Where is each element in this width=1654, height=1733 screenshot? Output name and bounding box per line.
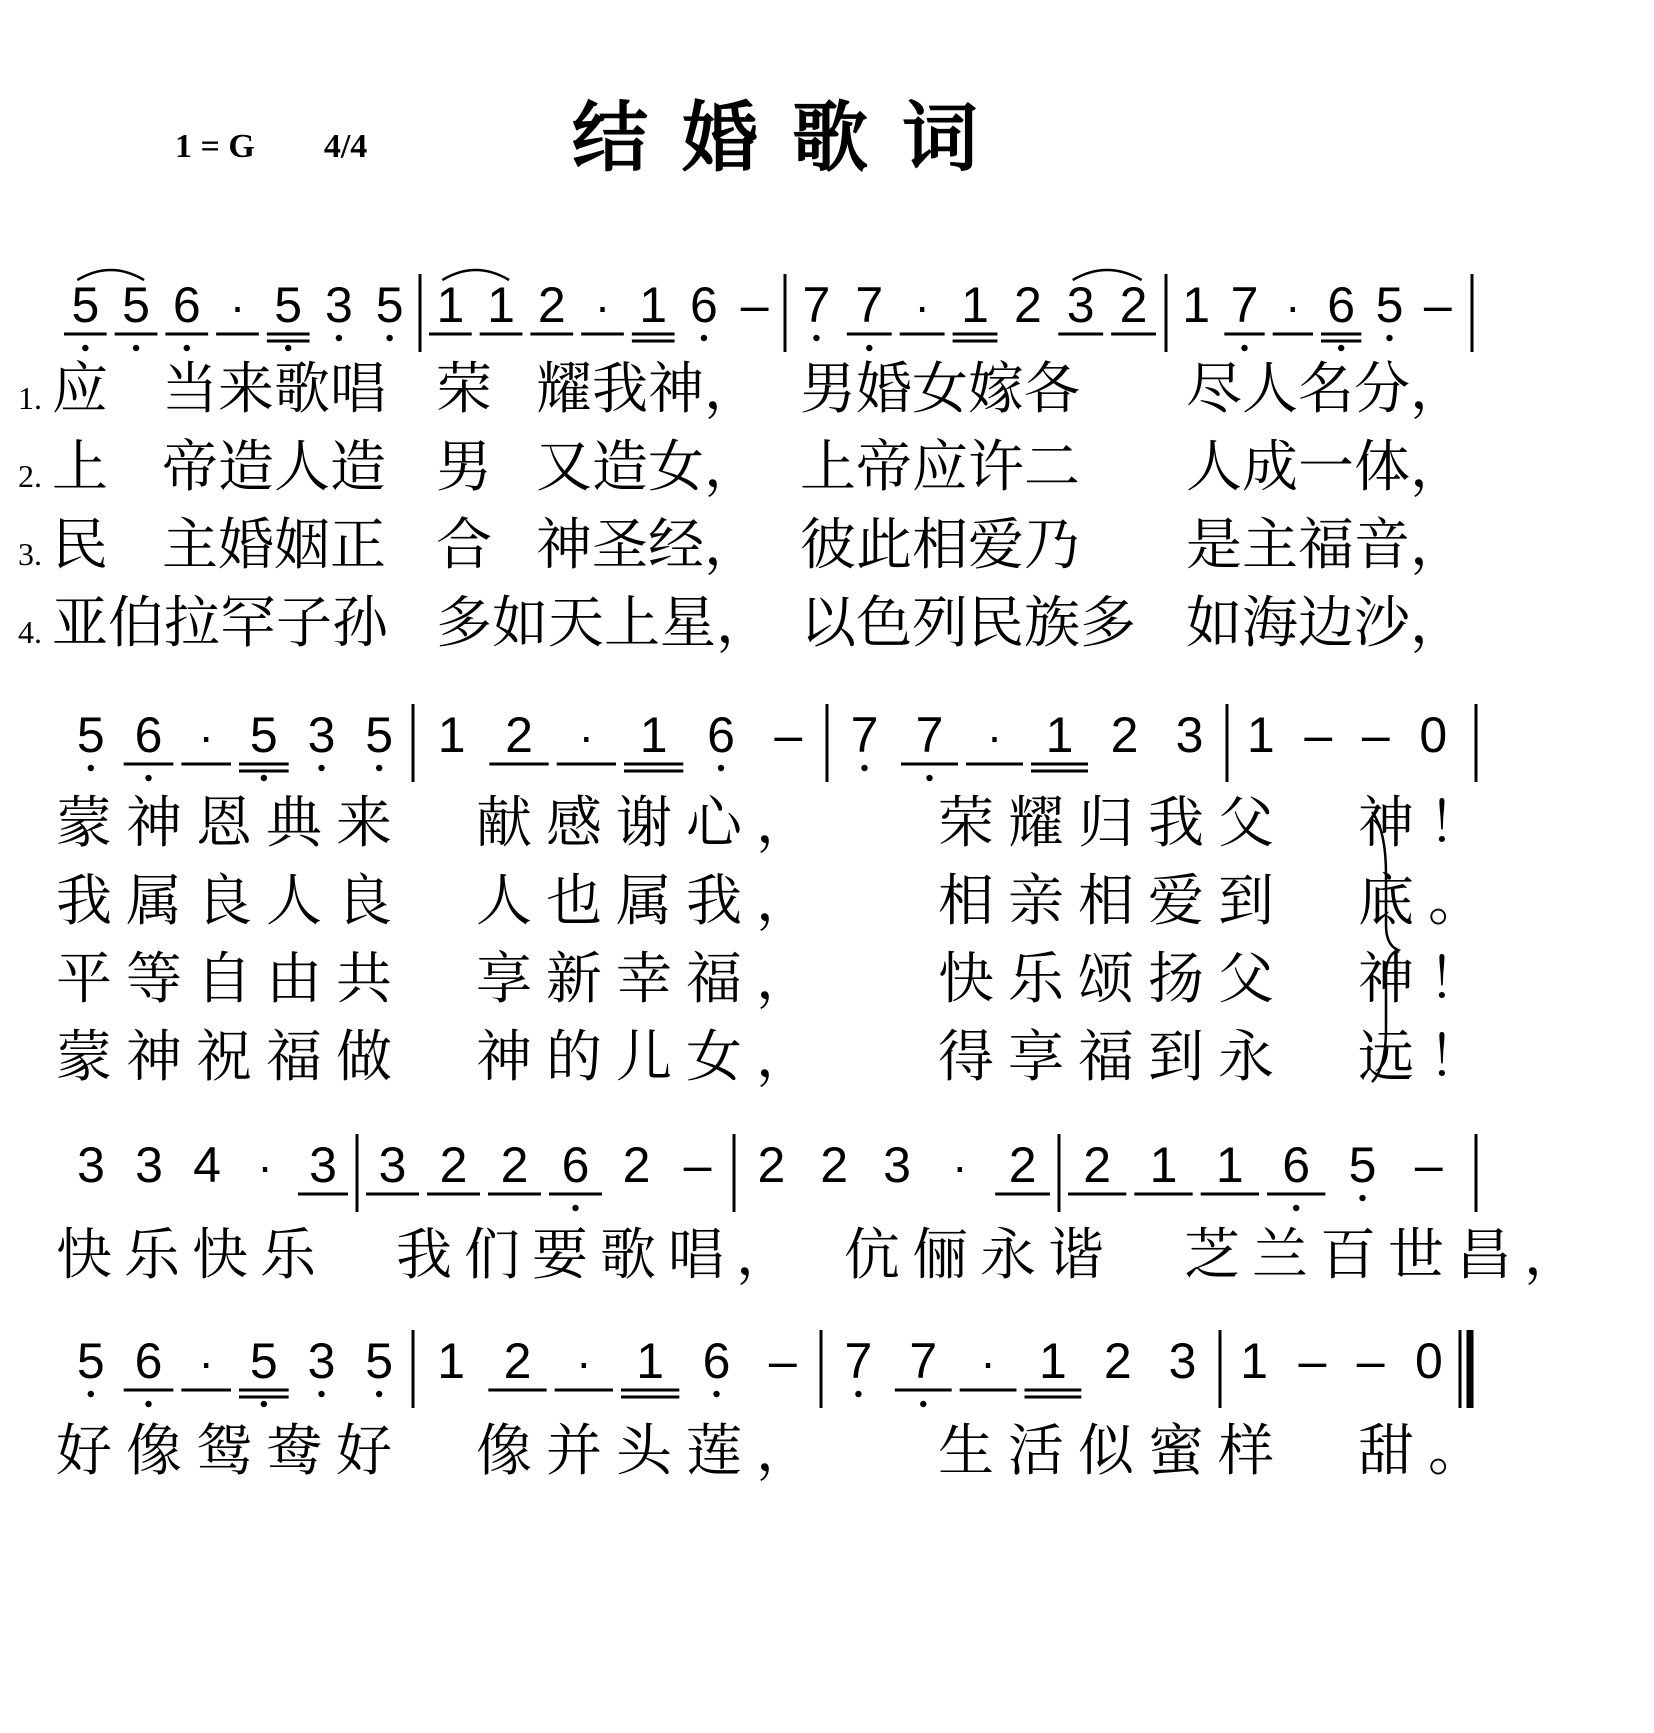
lyric-word: 又造女，: [536, 435, 760, 500]
chorus-lyric: 快乐快乐 我们要歌唱， 伉俪永谐 芝兰百世昌，: [56, 1223, 1592, 1288]
augmentation-dot: ·: [986, 710, 1003, 762]
octave-dot: [318, 765, 324, 771]
octave-dot: [1293, 1205, 1299, 1211]
octave-dot: [285, 345, 291, 351]
lyric-word: 耀我神，: [536, 357, 760, 422]
lyric-word: 神圣经，: [536, 513, 760, 578]
augmentation-dot: ·: [229, 280, 246, 332]
note: 5: [76, 1333, 105, 1389]
note: 2: [820, 1137, 849, 1193]
octave-dot: [145, 775, 151, 781]
augmentation-dot: ·: [952, 1140, 968, 1192]
note: 1: [1240, 1333, 1269, 1389]
note: 1: [487, 277, 515, 333]
note: –: [774, 707, 803, 763]
note: 1: [436, 277, 465, 333]
octave-dot: [145, 1401, 151, 1407]
augmentation-dot: ·: [578, 710, 594, 762]
note: –: [1356, 1333, 1385, 1389]
augmentation-dot: ·: [594, 280, 611, 332]
time-signature: 4/4: [323, 128, 368, 165]
augmentation-dot: ·: [980, 1336, 996, 1388]
octave-dot: [82, 345, 88, 351]
note: 0: [1414, 1333, 1443, 1389]
note: 7: [1230, 277, 1259, 333]
note: 3: [307, 1333, 336, 1389]
note: 4: [193, 1137, 221, 1193]
octave-dot: [88, 765, 94, 771]
lyric-word: 如海边沙，: [1186, 591, 1466, 656]
note: 2: [500, 1137, 529, 1193]
note: –: [683, 1137, 712, 1193]
note: 1: [636, 1333, 665, 1389]
note: 6: [172, 277, 201, 333]
note: –: [768, 1333, 797, 1389]
octave-dot: [866, 345, 872, 351]
note: 5: [122, 277, 150, 333]
octave-dot: [861, 765, 867, 771]
octave-dot: [813, 335, 819, 341]
note: 5: [375, 277, 404, 333]
note: 2: [1103, 1333, 1132, 1389]
note: 3: [883, 1137, 911, 1193]
note: 0: [1419, 707, 1448, 763]
ending-lyric: 好像鸳鸯好 像并头莲， 生活似蜜样 甜。: [56, 1419, 1498, 1484]
verse-number: 4.: [18, 614, 42, 650]
octave-dot: [386, 335, 392, 341]
note: 7: [802, 277, 831, 333]
note: 1: [1045, 707, 1074, 763]
lyric-word: 荣: [436, 357, 492, 422]
key-label: 1 = G: [175, 128, 255, 165]
note: 6: [561, 1137, 590, 1193]
note: 5: [76, 707, 105, 763]
note: 1: [1215, 1137, 1244, 1193]
note: 3: [135, 1137, 163, 1193]
octave-dot: [713, 1391, 719, 1397]
lyric-word: 应: [52, 357, 108, 422]
note: 3: [378, 1137, 407, 1193]
note: 2: [1083, 1137, 1112, 1193]
note: 5: [274, 277, 303, 333]
note: 2: [1110, 707, 1139, 763]
lyric-word: 多如天上星，: [436, 591, 772, 656]
lyric-word: 上: [52, 435, 108, 500]
lyric-word: 男婚女嫁各: [800, 357, 1080, 422]
note: 2: [1119, 277, 1148, 333]
note: 1: [437, 707, 466, 763]
augmentation-dot: ·: [198, 1336, 214, 1388]
lyric-word: 民: [52, 513, 108, 578]
note: 2: [757, 1137, 786, 1193]
augmentation-dot: ·: [1285, 280, 1301, 332]
octave-dot: [572, 1205, 578, 1211]
lyric-word: 以色列民族多: [800, 591, 1136, 656]
lyric-word: 彼此相爱乃: [800, 513, 1080, 578]
note: 1: [1149, 1137, 1178, 1193]
lyric-line: 蒙神祝福做 神的儿女， 得享福到永 远！: [56, 1025, 1498, 1090]
lyric-word: 男: [436, 435, 492, 500]
note: 7: [850, 707, 879, 763]
octave-dot: [376, 1391, 382, 1397]
note: 6: [1282, 1137, 1311, 1193]
note: 1: [1182, 277, 1211, 333]
note: 5: [249, 707, 278, 763]
augmentation-dot: ·: [914, 280, 930, 332]
note: 6: [690, 277, 718, 333]
lyric-line: 我属良人良 人也属我， 相亲相爱到 底。: [56, 869, 1498, 934]
lyric-word: 当来歌唱: [162, 357, 386, 422]
note: –: [1304, 707, 1333, 763]
octave-dot: [926, 775, 932, 781]
lyric-word: 人成一体，: [1186, 435, 1466, 500]
lyric-word: 是主福音，: [1186, 513, 1466, 578]
note: 3: [307, 707, 336, 763]
note: 5: [1375, 277, 1404, 333]
note: 3: [1066, 277, 1095, 333]
octave-dot: [855, 1391, 861, 1397]
note: 3: [77, 1137, 105, 1193]
octave-dot: [1359, 1195, 1365, 1201]
note: 5: [365, 1333, 394, 1389]
note: 2: [1008, 1137, 1037, 1193]
lyric-line: 蒙神恩典来 献感谢心， 荣耀归我父 神！: [56, 791, 1498, 856]
verse-number: 2.: [18, 458, 42, 494]
octave-dot: [718, 765, 724, 771]
note: 6: [134, 1333, 163, 1389]
note: 2: [505, 707, 533, 763]
note: 3: [325, 277, 353, 333]
note: 3: [309, 1137, 337, 1193]
note: 5: [249, 1333, 278, 1389]
note: 2: [622, 1137, 651, 1193]
octave-dot: [184, 345, 190, 351]
note: 2: [439, 1137, 468, 1193]
lyric-word: 主婚姻正: [162, 513, 386, 578]
lyric-word: 亚伯拉罕子孙: [52, 591, 388, 656]
note: 5: [71, 277, 100, 333]
verse-number: 1.: [18, 380, 42, 416]
lyric-word: 合: [436, 513, 492, 578]
note: –: [1361, 707, 1390, 763]
note: 5: [365, 707, 394, 763]
octave-dot: [261, 1401, 267, 1407]
note: 2: [503, 1333, 532, 1389]
note: 2: [537, 277, 566, 333]
octave-dot: [1386, 335, 1392, 341]
verse-number: 3.: [18, 536, 42, 572]
octave-dot: [376, 765, 382, 771]
augmentation-dot: ·: [198, 710, 214, 762]
octave-dot: [261, 775, 267, 781]
note: 1: [961, 277, 989, 333]
note: 6: [1327, 277, 1356, 333]
octave-dot: [920, 1401, 926, 1407]
lyric-word: 尽人名分，: [1186, 357, 1466, 422]
octave-dot: [1241, 345, 1247, 351]
augmentation-dot: ·: [257, 1140, 273, 1192]
note: –: [740, 277, 769, 333]
note: 1: [1246, 707, 1275, 763]
octave-dot: [318, 1391, 324, 1397]
note: 1: [437, 1333, 466, 1389]
augmentation-dot: ·: [576, 1336, 592, 1388]
octave-dot: [701, 335, 707, 341]
note: 1: [1039, 1333, 1067, 1389]
octave-dot: [133, 345, 139, 351]
note: 7: [844, 1333, 873, 1389]
song-title: 结婚歌词: [572, 93, 1012, 182]
note: 6: [707, 707, 735, 763]
note: 6: [134, 707, 163, 763]
lyric-line: 平等自由共 享新幸福， 快乐颂扬父 神！: [56, 947, 1498, 1012]
note: 3: [1168, 1333, 1197, 1389]
lyric-word: 帝造人造: [162, 435, 386, 500]
note: 2: [1013, 277, 1042, 333]
octave-dot: [1338, 345, 1344, 351]
note: 6: [702, 1333, 731, 1389]
note: 7: [909, 1333, 938, 1389]
note: 3: [1175, 707, 1204, 763]
octave-dot: [88, 1391, 94, 1397]
octave-dot: [336, 335, 342, 341]
note: 1: [639, 277, 668, 333]
lyric-word: 上帝应许二: [800, 435, 1080, 500]
note: –: [1423, 277, 1452, 333]
note: –: [1298, 1333, 1327, 1389]
note: 7: [855, 277, 884, 333]
note: –: [1414, 1137, 1443, 1193]
note: 7: [915, 707, 944, 763]
note: 1: [639, 707, 668, 763]
note: 5: [1348, 1137, 1377, 1193]
